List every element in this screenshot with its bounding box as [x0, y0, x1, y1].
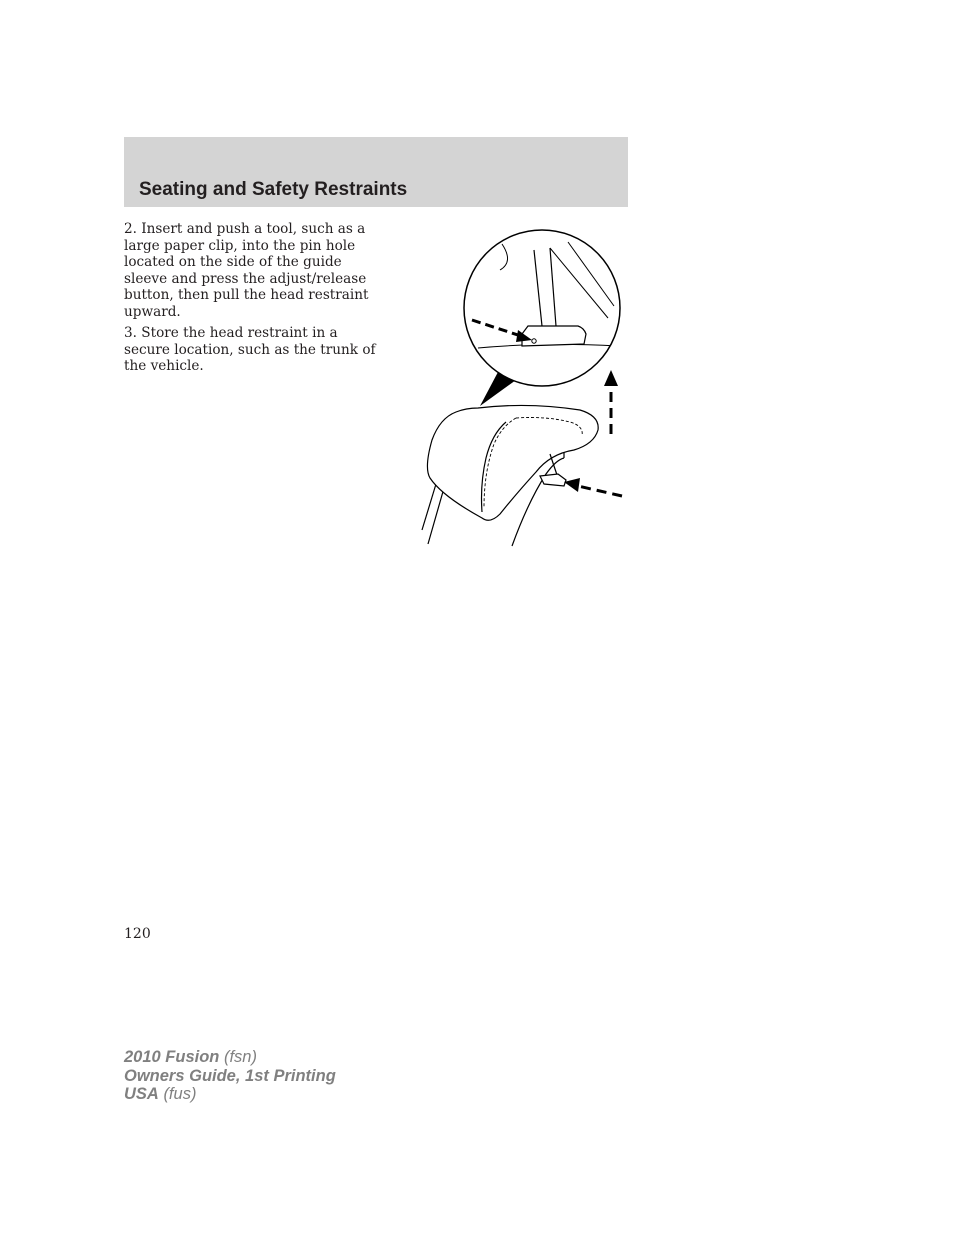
footer-line-2 [124, 1067, 336, 1086]
head-restraint-illustration [418, 222, 630, 552]
footer-edition: Owners Guide, 1st Printing [124, 1066, 336, 1085]
document-footer [124, 1048, 336, 1104]
step-2-paragraph: 2. Insert and push a tool, such as a large paper clip, into the pin hole located on the side of the guide sleeve and press the adjust/release button, then pull the head restraint upward. [124, 221, 369, 320]
step-3-paragraph: 3. Store the head restraint in a secure location, such as the trunk of the vehicle. [124, 325, 376, 374]
footer-line-3 [124, 1085, 336, 1104]
pin-hole-arrow [578, 486, 622, 496]
footer-market: USA [124, 1085, 159, 1103]
head-restraint [422, 405, 598, 546]
footer-model-code: (fsn) [223, 1048, 257, 1066]
footer-model: 2010 Fusion [124, 1048, 220, 1066]
magnified-detail [464, 230, 620, 386]
head-restraint-illustration-svg [418, 222, 630, 552]
section-header-band [124, 137, 628, 207]
instructions-text [124, 221, 382, 380]
footer-line-1 [124, 1048, 336, 1067]
page-number: 120 [124, 926, 151, 942]
footer-market-code: (fus) [163, 1085, 197, 1103]
section-title: Seating and Safety Restraints [139, 179, 408, 200]
